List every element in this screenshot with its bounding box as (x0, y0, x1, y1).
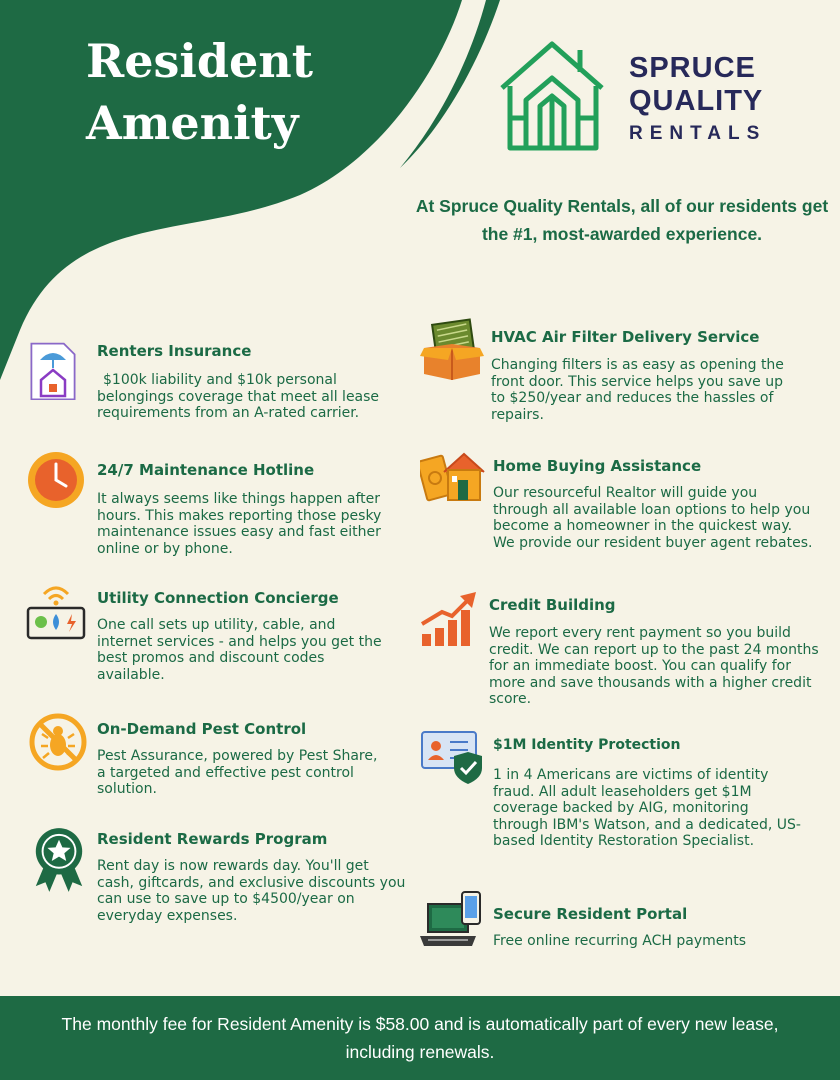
id-shield-icon (420, 728, 486, 784)
house-logo-icon (496, 38, 620, 154)
utilities-icon (26, 580, 86, 640)
amenity-description: 1 in 4 Americans are victims of identity fraud. All adult leaseholders get $1M coverage backed by AIG, monitoring through IBM's Watson, and a dedicated, US-based Identity Restoration Specialist. (493, 767, 801, 849)
amenity-description: One call sets up utility, cable, and internet services - and helps you get the best promos and discount codes available. (97, 617, 382, 683)
title-line-1: Resident (86, 34, 313, 88)
footer-text: The monthly fee for Resident Amenity is $58.00 and is automatically part of every new lease, including renewals. (61, 1014, 779, 1062)
logo-line-1: SPRUCE (629, 52, 756, 84)
amenity-description: Rent day is now rewards day. You'll get cash, giftcards, and exclusive discounts you can use to save up to $4500/year on everyday expenses. (97, 858, 406, 924)
amenity-description: Pest Assurance, powered by Pest Share, a targeted and effective pest control solution. (97, 748, 378, 797)
filter-box-icon (420, 318, 484, 382)
amenity-description: $100k liability and $10k personal belongings coverage that meet all lease requirements from an A-rated carrier. (97, 372, 380, 421)
company-logo (496, 38, 796, 158)
amenity-title: $1M Identity Protection (493, 737, 681, 753)
amenity-title: On-Demand Pest Control (97, 720, 307, 738)
amenity-title: Utility Connection Concierge (97, 589, 339, 607)
amenity-title: Home Buying Assistance (493, 457, 702, 475)
amenity-title: Resident Rewards Program (97, 830, 328, 848)
amenity-description: Changing filters is as easy as opening the front door. This service helps you save up to $250/year and reduces the hassles of repairs. (491, 357, 784, 423)
page-title (86, 30, 313, 154)
amenity-title: Secure Resident Portal (493, 905, 688, 923)
logo-line-3: RENTALS (629, 123, 767, 144)
laptop-phone-icon (420, 890, 486, 950)
award-ribbon-icon (30, 826, 88, 894)
clock-icon (26, 450, 86, 510)
amenity-title: HVAC Air Filter Delivery Service (491, 328, 760, 346)
amenity-description: It always seems like things happen after hours. This makes reporting those pesky maintenance issues easy and fast either online or by phone. (97, 491, 382, 557)
amenity-description: Our resourceful Realtor will guide you through all available loan options to help you become a homeowner in the quickest way. We provide our resident buyer agent rebates. (493, 485, 813, 551)
amenity-title: Credit Building (489, 596, 616, 614)
title-line-2: Amenity (86, 96, 299, 150)
growth-chart-icon (420, 590, 480, 650)
no-bug-icon (28, 712, 88, 772)
house-money-icon (420, 446, 488, 506)
umbrella-house-icon (26, 340, 86, 400)
intro-text: At Spruce Quality Rentals, all of our residents get the #1, most-awarded experience. (415, 196, 829, 244)
amenity-description: We report every rent payment so you build credit. We can report up to the past 24 months for an immediate boost. You can qualify for more and save thousands with a higher credit score. (489, 625, 819, 707)
footer-banner (0, 996, 840, 1080)
amenity-title: 24/7 Maintenance Hotline (97, 461, 315, 479)
amenity-title: Renters Insurance (97, 342, 252, 360)
logo-line-2: QUALITY (629, 85, 764, 117)
logo-wordmark (629, 54, 766, 143)
amenity-description: Free online recurring ACH payments (493, 933, 747, 949)
